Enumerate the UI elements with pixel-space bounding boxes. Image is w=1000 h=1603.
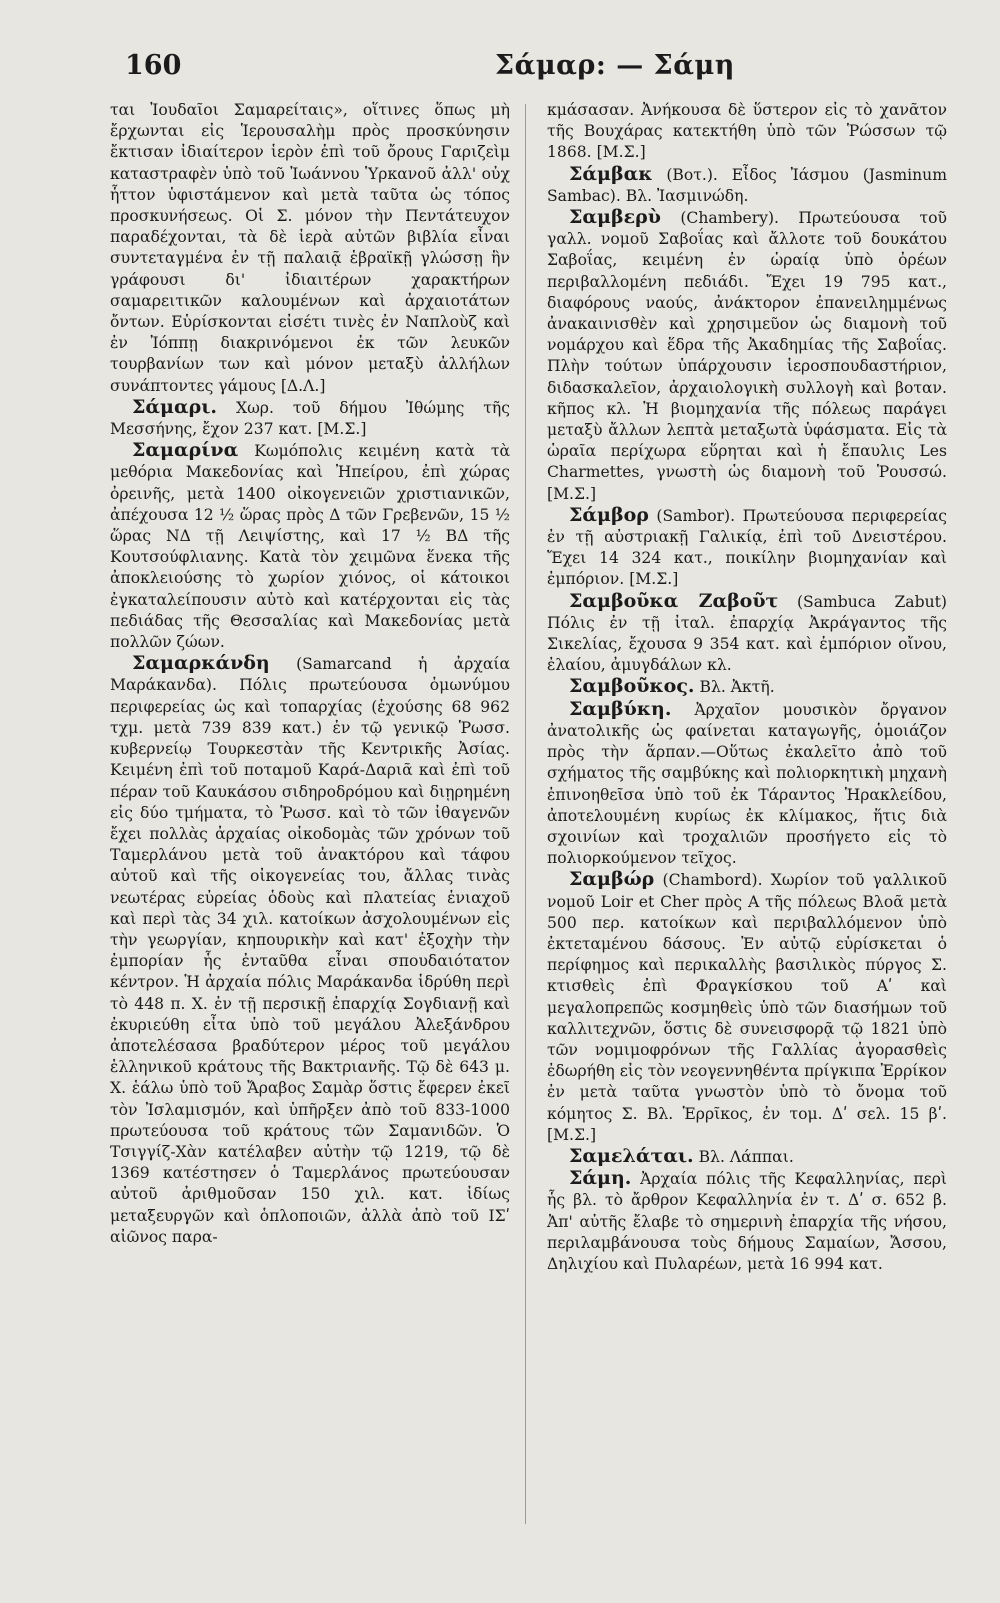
entry-text: (Βοτ.). Εἶδος Ἰάσμου (Jasminum Sambac). Βλ. Ἰασμινώδη. (547, 165, 947, 205)
running-head: Σάμαρ: — Σάμη (495, 50, 735, 81)
entry-text: κμάσασαν. Ἀνήκουσα δὲ ὕστερον εἰς τὸ χανᾶτον τῆς Βουχάρας κατεκτήθη ὑπὸ τῶν Ῥώσσων τῷ 1868. [Μ.Σ.] (547, 101, 947, 162)
entry-text: Βλ. Ἀκτῆ. (699, 678, 775, 697)
entry-lemma: Σαμελάται. (569, 1144, 694, 1167)
entry (110, 397, 510, 440)
left-column (110, 100, 510, 1248)
entry-text: Βλ. Λάππαι. (698, 1147, 794, 1166)
entry-lemma: Σαμβερὺ (569, 206, 661, 229)
entry-lemma: Σαμβώρ (569, 868, 655, 891)
entry (110, 440, 510, 653)
entry-text: Κωμόπολις κειμένη κατὰ τὰ μεθόρια Μακεδονίας καὶ Ἠπείρου, ἐπὶ χώρας ὀρεινῆς, μετὰ 1400 οἰκογενειῶν χριστιανικῶν, ἀπέχουσα 12 ½ ὥρας πρὸς Δ τῶν Γρεβενῶν, 15 ½ ὥρας ΝΔ τῇ Λειψίστης, καὶ 17 ½ ΒΔ τῆς Κουτσούφλιανης. Κατὰ τὸν χειμῶνα ἕνεκα τῆς ἀποκλειούσης τὸ χωρίον χιόνος, οἱ κάτοικοι ἐγκαταλείπουσιν αὐτὸ καὶ κατέρχονται εἰς τὰς πεδιάδας τῆς Θεσσαλίας καὶ Μακεδονίας μετὰ πολλῶν ζώων. (110, 442, 510, 652)
entry-text: Ἀρχαῖον μουσικὸν ὄργανον ἀνατολικῆς ὡς φαίνεται καταγωγῆς, ὁμοιάζον πρὸς τὴν ἅρπαν.—Οὕτως ἐκαλεῖτο ἀπὸ τοῦ σχήματος τῆς σαμβύκης καὶ πολιορκητικὴ μηχανὴ ἐπινοηθεῖσα ὑπὸ τοῦ ἐκ Τάραντος Ἡρακλείδου, ἀποτελουμένη κυρίως ἐκ κλίμακος, ἥτις διὰ σχοινίων καὶ τροχαλιῶν προσήγετο εἰς τὸ πολιορκούμενον τεῖχος. (547, 700, 947, 868)
entry-text: Ἀρχαία πόλις τῆς Κεφαλληνίας, περὶ ἧς βλ. τὸ ἄρθρον Κεφαλληνία ἐν τ. Δʹ σ. 652 β. Ἀπ' αὐτῆς ἔλαβε τὸ σημερινὴ ἐπαρχία τῆς νήσου, περιλαμβάνουσα τοὺς δήμους Σαμαίων, Ἄσσου, Δηλιχίου καὶ Πυλαρέων, μετὰ 16 994 κατ. (547, 1170, 947, 1273)
entry (547, 1168, 947, 1275)
entry-lemma: Σάμβορ (569, 503, 649, 526)
entry-lemma: Σάμη. (569, 1167, 632, 1190)
entry-lemma: Σάμβακ (569, 162, 653, 185)
page-header (0, 44, 1000, 88)
entry-lemma: Σάμαρι. (132, 395, 218, 418)
entry-text: (Chambord). Χωρίον τοῦ γαλλικοῦ νομοῦ Loir et Cher πρὸς Α τῆς πόλεως Βλοᾶ μετὰ 500 περ. κατοίκων καὶ περιβαλλόμενον ὑπὸ ἐκτεταμένου δάσους. Ἐν αὐτῷ εὑρίσκεται ὁ περίφημος καὶ περικαλλὴς βασιλικὸς πύργος Σ. κτισθεὶς ἐπὶ Φραγκίσκου τοῦ Αʹ καὶ μεγαλοπρεπῶς κοσμηθεὶς ὑπὸ τῶν διασήμων τοῦ καλλιτεχνῶν, ὅστις δὲ συνεισφορᾷ τῷ 1821 ὑπὸ τῶν νομιμοφρόνων τῆς Γαλλίας ἀγορασθεὶς ἐδωρήθη εἰς τὸν νεογεννηθέντα πρίγκιπα Ἐρρίκον ἐν μετὰ ταῦτα γνωστὸν ὑπὸ τὸ ὄνομα τοῦ κόμητος Σ. Βλ. Ἐρρῖκος, ἐν τομ. Δʹ σελ. 15 βʹ. [Μ.Σ.] (547, 871, 947, 1144)
column-divider (525, 104, 526, 1524)
entry-lemma: Σαμβοῦκος. (569, 675, 695, 698)
entry (110, 100, 510, 397)
entry (547, 869, 947, 1146)
entry-text: (Sambor). Πρωτεύουσα περιφερείας ἐν τῇ αὐστριακῇ Γαλικίᾳ, ἐπὶ τοῦ Δνειστέρου. Ἔχει 14 324 κατ., ποικίλην βιομηχανίαν καὶ ἐμπόριον. [Μ.Σ.] (547, 506, 947, 589)
entry-text: Χωρ. τοῦ δήμου Ἰθώμης τῆς Μεσσήνης, ἔχον 237 κατ. [Μ.Σ.] (110, 398, 510, 439)
entry-text: (Samarcand ἡ ἀρχαία Μαράκανδα). Πόλις πρωτεύουσα ὁμωνύμου περιφερείας ὡς καὶ τοπαρχίας (ἐχούσης 68 962 τχμ. μετὰ 739 839 κατ.) ἐν τῷ γενικῷ Ῥωσσ. κυβερνείῳ Τουρκεστὰν τῆς Κεντρικῆς Ἀσίας. Κειμένη ἐπὶ τοῦ ποταμοῦ Καρά-Δαριᾶ καὶ ἐπὶ τοῦ πέραν τοῦ Καυκάσου σιδηροδρόμου καὶ διῃρημένη εἰς δύο τμήματα, τὸ Ῥωσσ. καὶ τὸ τῶν ἰθαγενῶν ἔχει πολλὰς ἀρχαίας οἰκοδομὰς τῶν χρόνων τοῦ Ταμερλάνου μετὰ τοῦ ἀνακτόρου καὶ τάφου αὐτοῦ καὶ τῆς οἰκογενείας του, ἄλλας τινὰς νεωτέρας εὐρείας ὁδοὺς καὶ πλατείας ἐνιαχοῦ καὶ περὶ τὰς 34 χιλ. κατοίκων ἀσχολουμένων εἰς τὴν γεωργίαν, κηπουρικὴν καὶ κατ' ἐξοχὴν τὴν ἐμπορίαν ἧς ἐνταῦθα εἶναι σπουδαιότατον κέντρον. Ἡ ἀρχαία πόλις Μαράκανδα ἱδρύθη περὶ τὸ 448 π. Χ. ἐν τῇ περσικῇ ἐπαρχίᾳ Σογδιανῇ καὶ ἐκυριεύθη εἶτα ὑπὸ τοῦ μεγάλου Ἀλεξάνδρου ἀποτελέσασα βραδύτερον μέρος τοῦ μεγάλου ἑλληνικοῦ κράτους τῆς Βακτριανῆς. Τῷ δὲ 643 μ. Χ. ἑάλω ὑπὸ τοῦ Ἄραβος Σαμὰρ ὅστις ἔφερεν ἐκεῖ τὸν Ἰσλαμισμόν, καὶ ὑπῆρξεν ἀπὸ τοῦ 833-1000 πρωτεύουσα τοῦ κράτους τῶν Σαμανιδῶν. Ὁ Τσιγγίζ-Χὰν κατέλαβεν αὐτὴν τῷ 1219, τῷ δὲ 1369 κατέστησεν ὁ Ταμερλάνος πρωτεύουσαν αὐτοῦ ἀριθμοῦσαν 150 χιλ. κατ. ἰδίως μεταξευργῶν καὶ ὁπλοποιῶν, ἀλλὰ ἀπὸ τοῦ ΙΣʹ αἰῶνος παρα- (110, 655, 510, 1246)
entry-text: (Sambuca Zabut) Πόλις ἐν τῇ ἰταλ. ἐπαρχίᾳ Ἀκράγαντος τῆς Σικελίας, ἔχουσα 9 354 κατ. καὶ ἐμπόριον οἴνου, ἐλαίου, ἀμυγδάλων κλ. (547, 592, 947, 675)
entry-lemma: Σαμαρκάνδη (132, 652, 270, 675)
page-number: 160 (125, 50, 182, 81)
entry (547, 164, 947, 207)
entry (547, 100, 947, 164)
entry-lemma: Σαμβύκη. (569, 697, 672, 720)
entry (547, 207, 947, 505)
entry (547, 505, 947, 591)
entry-lemma: Σαμβοῦκα Ζαβοῦτ (569, 589, 779, 612)
entry (547, 1146, 947, 1168)
entry-text: (Chambery). Πρωτεύουσα τοῦ γαλλ. νομοῦ Σαβοΐας καὶ ἄλλοτε τοῦ δουκάτου Σαβοΐας, κειμένη ἐν ὡραίᾳ ὑπὸ ὀρέων περιβαλλομένη πεδιάδι. Ἔχει 19 795 κατ., διαφόρους ναούς, ἀνάκτορον ἐπανειλημμένως ἀνακαινισθὲν καὶ χρησιμεῦον ὡς διαμονὴ τοῦ νομάρχου καὶ ἕδρα τῆς Ἀκαδημίας τῆς Σαβοΐας. Πλὴν τούτων ὑπάρχουσιν ἱεροσπουδαστήριον, διδασκαλεῖον, ἀρχαιολογικὴ συλλογὴ καὶ βοταν. κῆπος κλ. Ἡ βιομηχανία τῆς πόλεως παράγει μεταξὺ ἄλλων λεπτὰ μεταξωτὰ ὑφάσματα. Εἰς τὰ ὡραῖα περίχωρα εὕρηται καὶ ἡ ἔπαυλις Les Charmettes, γνωστὴ ὡς διαμονὴ τοῦ Ῥουσσώ. [Μ.Σ.] (547, 209, 947, 503)
entry (547, 591, 947, 677)
entry-lemma: Σαμαρίνα (132, 439, 239, 462)
entry-text: ται Ἰουδαῖοι Σαμαρείταις», οἵτινες ὅπως μὴ ἔρχωνται εἰς Ἱερουσαλὴμ πρὸς προσκύνησιν ἔκτισαν ἰδιαίτερον ἱερὸν ἐπὶ τοῦ ὄρους Γαριζεὶμ καταστραφὲν ὑπὸ τοῦ Ἰωάννου Ὑρκανοῦ ἀλλ' οὐχ ἧττον ὑφιστάμενον καὶ μετὰ ταῦτα ὡς τόπος προσκυνήσεως. Οἱ Σ. μόνον τὴν Πεντάτευχον παραδέχονται, τὰ δὲ ἱερὰ αὐτῶν βιβλία εἶναι συντεταγμένα ἐν τῇ παλαιᾷ ἑβραϊκῇ γλώσσῃ ἣν γράφουσι δι' ἰδιαιτέρων χαρακτήρων σαμαρειτικῶν καλουμένων καὶ ἀρχαιοτάτων ὄντων. Εὑρίσκονται εἰσέτι τινὲς ἐν Ναπλοὺζ καὶ ἐν Ἰόππῃ διακρινόμενοι ἐκ τῶν λευκῶν τουρβανίων των καὶ μόνον μεταξὺ ἀλλήλων συνάπτοντες γάμους [Δ.Λ.] (110, 101, 510, 395)
entry (110, 653, 510, 1248)
entry (547, 699, 947, 870)
right-column (547, 100, 947, 1275)
entry (547, 676, 947, 698)
